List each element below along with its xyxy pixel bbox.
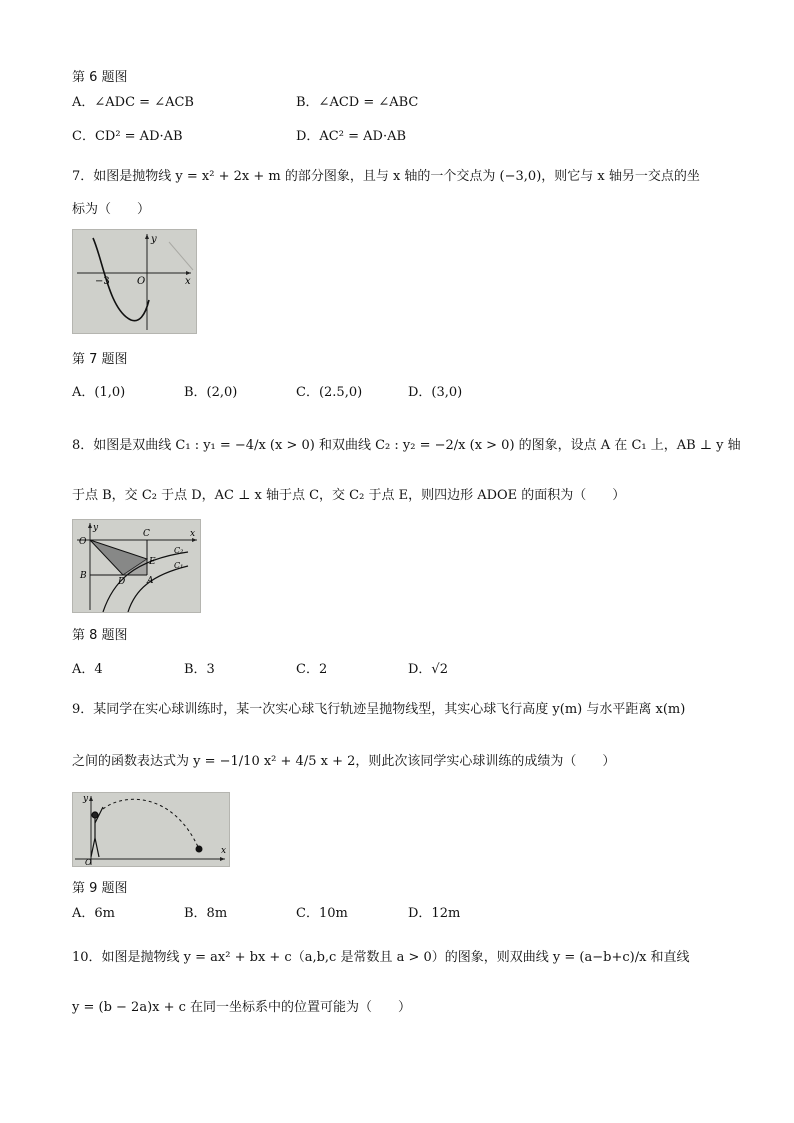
q8-label-x: x — [190, 529, 196, 539]
q8-label-B: B — [80, 571, 87, 581]
q9-trajectory-graph — [73, 793, 229, 866]
q9-label-O: O — [85, 858, 92, 866]
q9-label-x: x — [221, 846, 227, 856]
q8-option-d: D．√2 — [408, 662, 448, 677]
q8-label-C1: C₁ — [174, 561, 184, 570]
q8-option-b: B．3 — [184, 662, 215, 677]
q9-y-arrow — [89, 796, 93, 801]
q7-x-arrow — [186, 271, 191, 275]
q9-figure — [72, 792, 230, 867]
q7-stem-line2: 标为（ ） — [72, 202, 151, 217]
q9-caption: 第 9 题图 — [72, 881, 128, 896]
q9-option-a: A．6m — [72, 906, 115, 921]
q9-option-b: B．8m — [184, 906, 228, 921]
q9-stem-line1: 9．某同学在实心球训练时，某一次实心球飞行轨迹呈抛物线型，其实心球飞行高度 y(m) 与水平距离 x(m) — [72, 702, 686, 717]
q8-label-D: D — [118, 577, 126, 587]
q8-option-c: C．2 — [296, 662, 328, 677]
q7-y-arrow — [145, 234, 149, 239]
q9-x-arrow — [220, 857, 225, 861]
q9-option-c: C．10m — [296, 906, 348, 921]
q8-label-E: E — [149, 557, 156, 567]
q7-stem-line1: 7．如图是抛物线 y = x² + 2x + m 的部分图象，且与 x 轴的一个交点为 (−3,0)，则它与 x 轴另一交点的坐 — [72, 169, 700, 184]
q9-label-y: y — [83, 794, 89, 804]
q8-label-A: A — [147, 576, 154, 586]
q8-stem-line2: 于点 B，交 C₂ 于点 D，AC ⊥ x 轴于点 C，交 C₂ 于点 E，则四边形 ADOE 的面积为（ ） — [72, 488, 626, 503]
q9-option-d: D．12m — [408, 906, 461, 921]
q9-ball — [196, 846, 203, 853]
q8-y-arrow — [88, 523, 92, 528]
q10-stem-line1: 10．如图是抛物线 y = ax² + bx + c（a,b,c 是常数且 a > 0）的图象，则双曲线 y = (a−b+c)/x 和直线 — [72, 950, 690, 965]
q6-option-c: C．CD² = AD·AB — [72, 129, 183, 144]
q7-label-minus3: −3 — [95, 276, 110, 287]
q8-label-C: C — [143, 529, 150, 539]
q8-label-O: O — [79, 537, 87, 547]
q6-caption: 第 6 题图 — [72, 70, 128, 85]
q9-trajectory-curve — [103, 799, 199, 849]
q8-figure — [72, 519, 201, 613]
q6-option-d: D．AC² = AD·AB — [296, 129, 407, 144]
q7-option-b: B．(2,0) — [184, 385, 238, 400]
q8-caption: 第 8 题图 — [72, 628, 128, 643]
q7-background-line — [169, 242, 193, 270]
q8-label-y: y — [93, 523, 99, 533]
q8-stem-line1: 8．如图是双曲线 C₁ : y₁ = −4/x (x > 0) 和双曲线 C₂ : y₂ = −2/x (x > 0) 的图象，设点 A 在 C₁ 上，AB ⊥ y 轴 — [72, 438, 741, 453]
q7-label-origin: O — [137, 276, 146, 287]
q7-option-a: A．(1,0) — [72, 385, 126, 400]
q7-figure — [72, 229, 197, 334]
q7-caption: 第 7 题图 — [72, 352, 128, 367]
q8-hyperbola-graph — [73, 520, 200, 612]
q9-stem-line2: 之间的函数表达式为 y = −1/10 x² + 4/5 x + 2，则此次该同学实心球训练的成绩为（ ） — [72, 754, 616, 769]
q7-option-c: C．(2.5,0) — [296, 385, 363, 400]
q6-option-a: A．∠ADC = ∠ACB — [72, 95, 194, 110]
q6-option-b: B．∠ACD = ∠ABC — [296, 95, 419, 110]
q7-label-x: x — [185, 276, 191, 287]
q8-option-a: A．4 — [72, 662, 103, 677]
q7-parabola-graph — [73, 230, 196, 333]
q7-option-d: D．(3,0) — [408, 385, 463, 400]
q8-label-C2: C₂ — [174, 546, 184, 555]
q9-athlete-figure — [91, 807, 103, 857]
q7-label-y: y — [151, 234, 157, 245]
q10-stem-line2: y = (b − 2a)x + c 在同一坐标系中的位置可能为（ ） — [72, 1000, 412, 1015]
